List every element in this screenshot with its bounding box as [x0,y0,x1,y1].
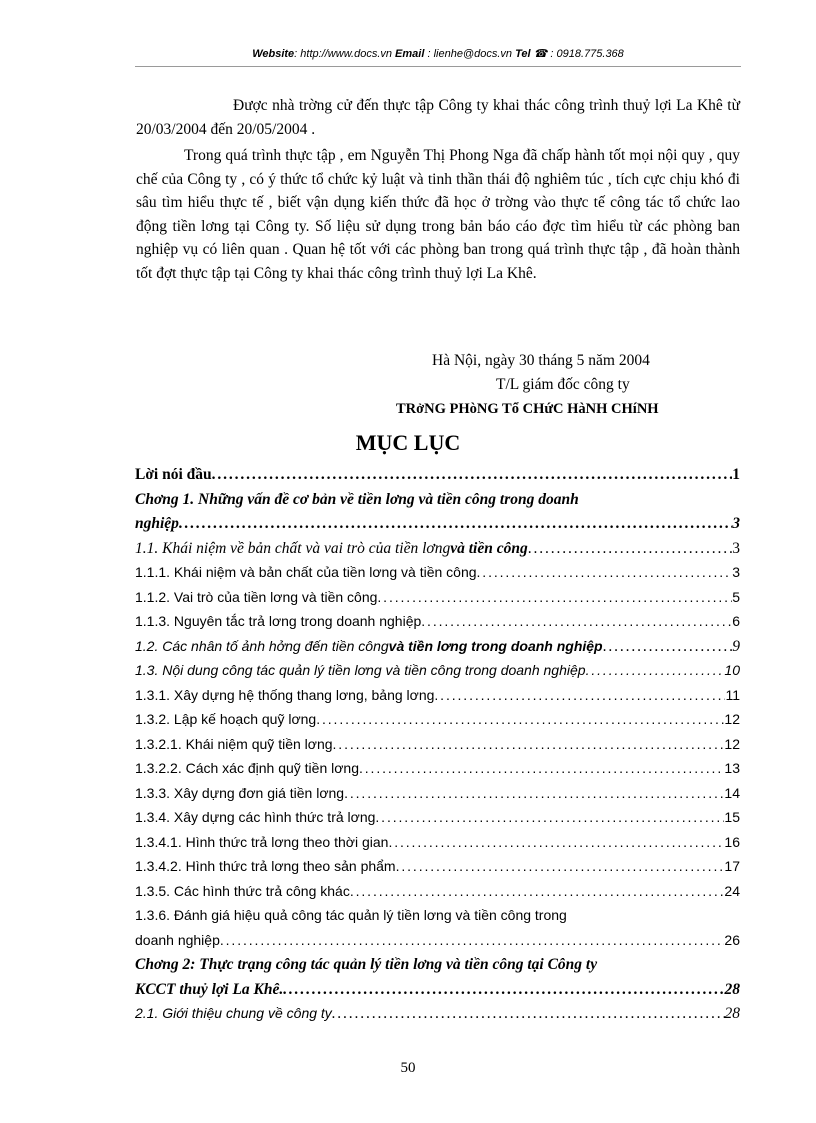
website-label: Website [252,48,295,60]
toc-entry-2-1[interactable]: 2.1. Giới thiệu chung về công ty . . . 28 [135,1005,740,1030]
intro-paragraph: Được nhà trờng cử đến thực tập Công ty khai thác công trình thuỷ lợi La Khê từ 20/03/2004 đến 20/05/2004 . [136,97,740,138]
toc-entry-chapter1-line1[interactable]: Chơng 1. Những vấn đề cơ bản về tiền lơng và tiền công trong doanh [135,490,579,508]
email-value: : lienhe@docs.vn [424,48,516,60]
page-number: 50 [400,1060,416,1076]
toc-entry-1-2[interactable]: 1.2. Các nhân tố ảnh hởng đến tiền công và tiền lơng trong doanh nghiệp . . . 9 [135,638,740,663]
toc-entry-1-3-5[interactable]: 1.3.5. Các hình thức trả công khác . . . 24 [135,883,740,908]
toc-entry-chapter2-line1[interactable]: Chơng 2: Thực trạng công tác quản lý tiền lơng và tiền công tại Công ty [135,956,598,973]
evaluation-paragraph: Trong quá trình thực tập , em Nguyễn Thị Phong Nga đã chấp hành tốt mọi nội quy , quy chế của Công ty , có ý thức tổ chức kỷ luật và tinh thần thái độ nghiêm túc , tích cực chịu khó đi sâu tìm hiểu thực tế , biết vận dụng kiến thức đã học ở trờng vào thực tế công tác tổ chức lao động tiền lơng tại Công ty. Số liệu sử dụng trong bản báo cáo đợc tìm hiểu từ các phòng ban nghiệp vụ có liên quan . Quan hệ tốt với các phòng ban trong quá trình thực tập , đã hoàn thành tốt đợt thực tập tại Công ty khai thác công trình thuỷ lợi La Khê. [136,147,740,282]
toc-entry-1-3[interactable]: 1.3. Nội dung công tác quản lý tiền lơng và tiền công trong doanh nghiệp . . . 10 [135,662,740,687]
toc-entry-1-3-1[interactable]: 1.3.1. Xây dựng hệ thống thang lơng, bảng lơng . . . 11 [135,687,740,712]
toc-entry-1-1-2[interactable]: 1.1.2. Vai trò của tiền lơng và tiền công . . . 5 [135,589,740,614]
toc-entry-1-1-3[interactable]: 1.1.3. Nguyên tắc trả lơng trong doanh nghiệp . . . 6 [135,613,740,638]
page-header [135,47,741,60]
tel-label: Tel [515,48,531,60]
toc-entry-chapter2-line2[interactable]: KCCT thuỷ lợi La Khê. . . . 28 [135,981,740,1006]
toc-entry-1-3-6-line2[interactable]: doanh nghiệp . . . 26 [135,932,740,957]
table-of-contents [135,466,740,1030]
toc-entry-1-3-3[interactable]: 1.3.3. Xây dựng đơn giá tiền lơng . . . 14 [135,785,740,810]
signature-title: TRởNG PHòNG Tổ CHứC HàNH CHíNH [396,401,659,417]
toc-entry-1-1-1[interactable]: 1.1.1. Khái niệm và bản chất của tiền lơng và tiền công . . . 3 [135,564,740,589]
toc-entry-1-3-2-1[interactable]: 1.3.2.1. Khái niệm quỹ tiền lơng . . . 12 [135,736,740,761]
toc-entry-1-3-4-2[interactable]: 1.3.4.2. Hình thức trả lơng theo sản phẩm . . . 17 [135,858,740,883]
toc-entry-1-3-2[interactable]: 1.3.2. Lập kế hoạch quỹ lơng . . . 12 [135,711,740,736]
signature-role: T/L giám đốc công ty [496,376,630,393]
toc-title: MỤC LỤC [355,430,461,455]
toc-entry-1-3-6-line1[interactable]: 1.3.6. Đánh giá hiệu quả công tác quản lý tiền lơng và tiền công trong [135,907,567,923]
toc-entry-1-3-2-2[interactable]: 1.3.2.2. Cách xác định quỹ tiền lơng . . . 13 [135,760,740,785]
toc-entry-1-3-4-1[interactable]: 1.3.4.1. Hình thức trả lơng theo thời gian . . . 16 [135,834,740,859]
toc-entry-1-3-4[interactable]: 1.3.4. Xây dựng các hình thức trả lơng . . . 15 [135,809,740,834]
toc-entry-chapter1-line2[interactable]: nghiệp . . . 3 [135,515,740,540]
email-label: Email [395,48,425,60]
website-value: : http://www.docs.vn [294,48,396,60]
signature-date: Hà Nội, ngày 30 tháng 5 năm 2004 [432,352,650,369]
toc-entry-1-1[interactable]: 1.1. Khái niệm về bản chất và vai trò của tiền lơng và tiền công . . . 3 [135,540,740,565]
tel-value: ☎ : 0918.775.368 [530,48,624,60]
toc-entry-intro[interactable]: Lời nói đầu . . . 1 [135,466,740,491]
header-divider [135,66,741,67]
